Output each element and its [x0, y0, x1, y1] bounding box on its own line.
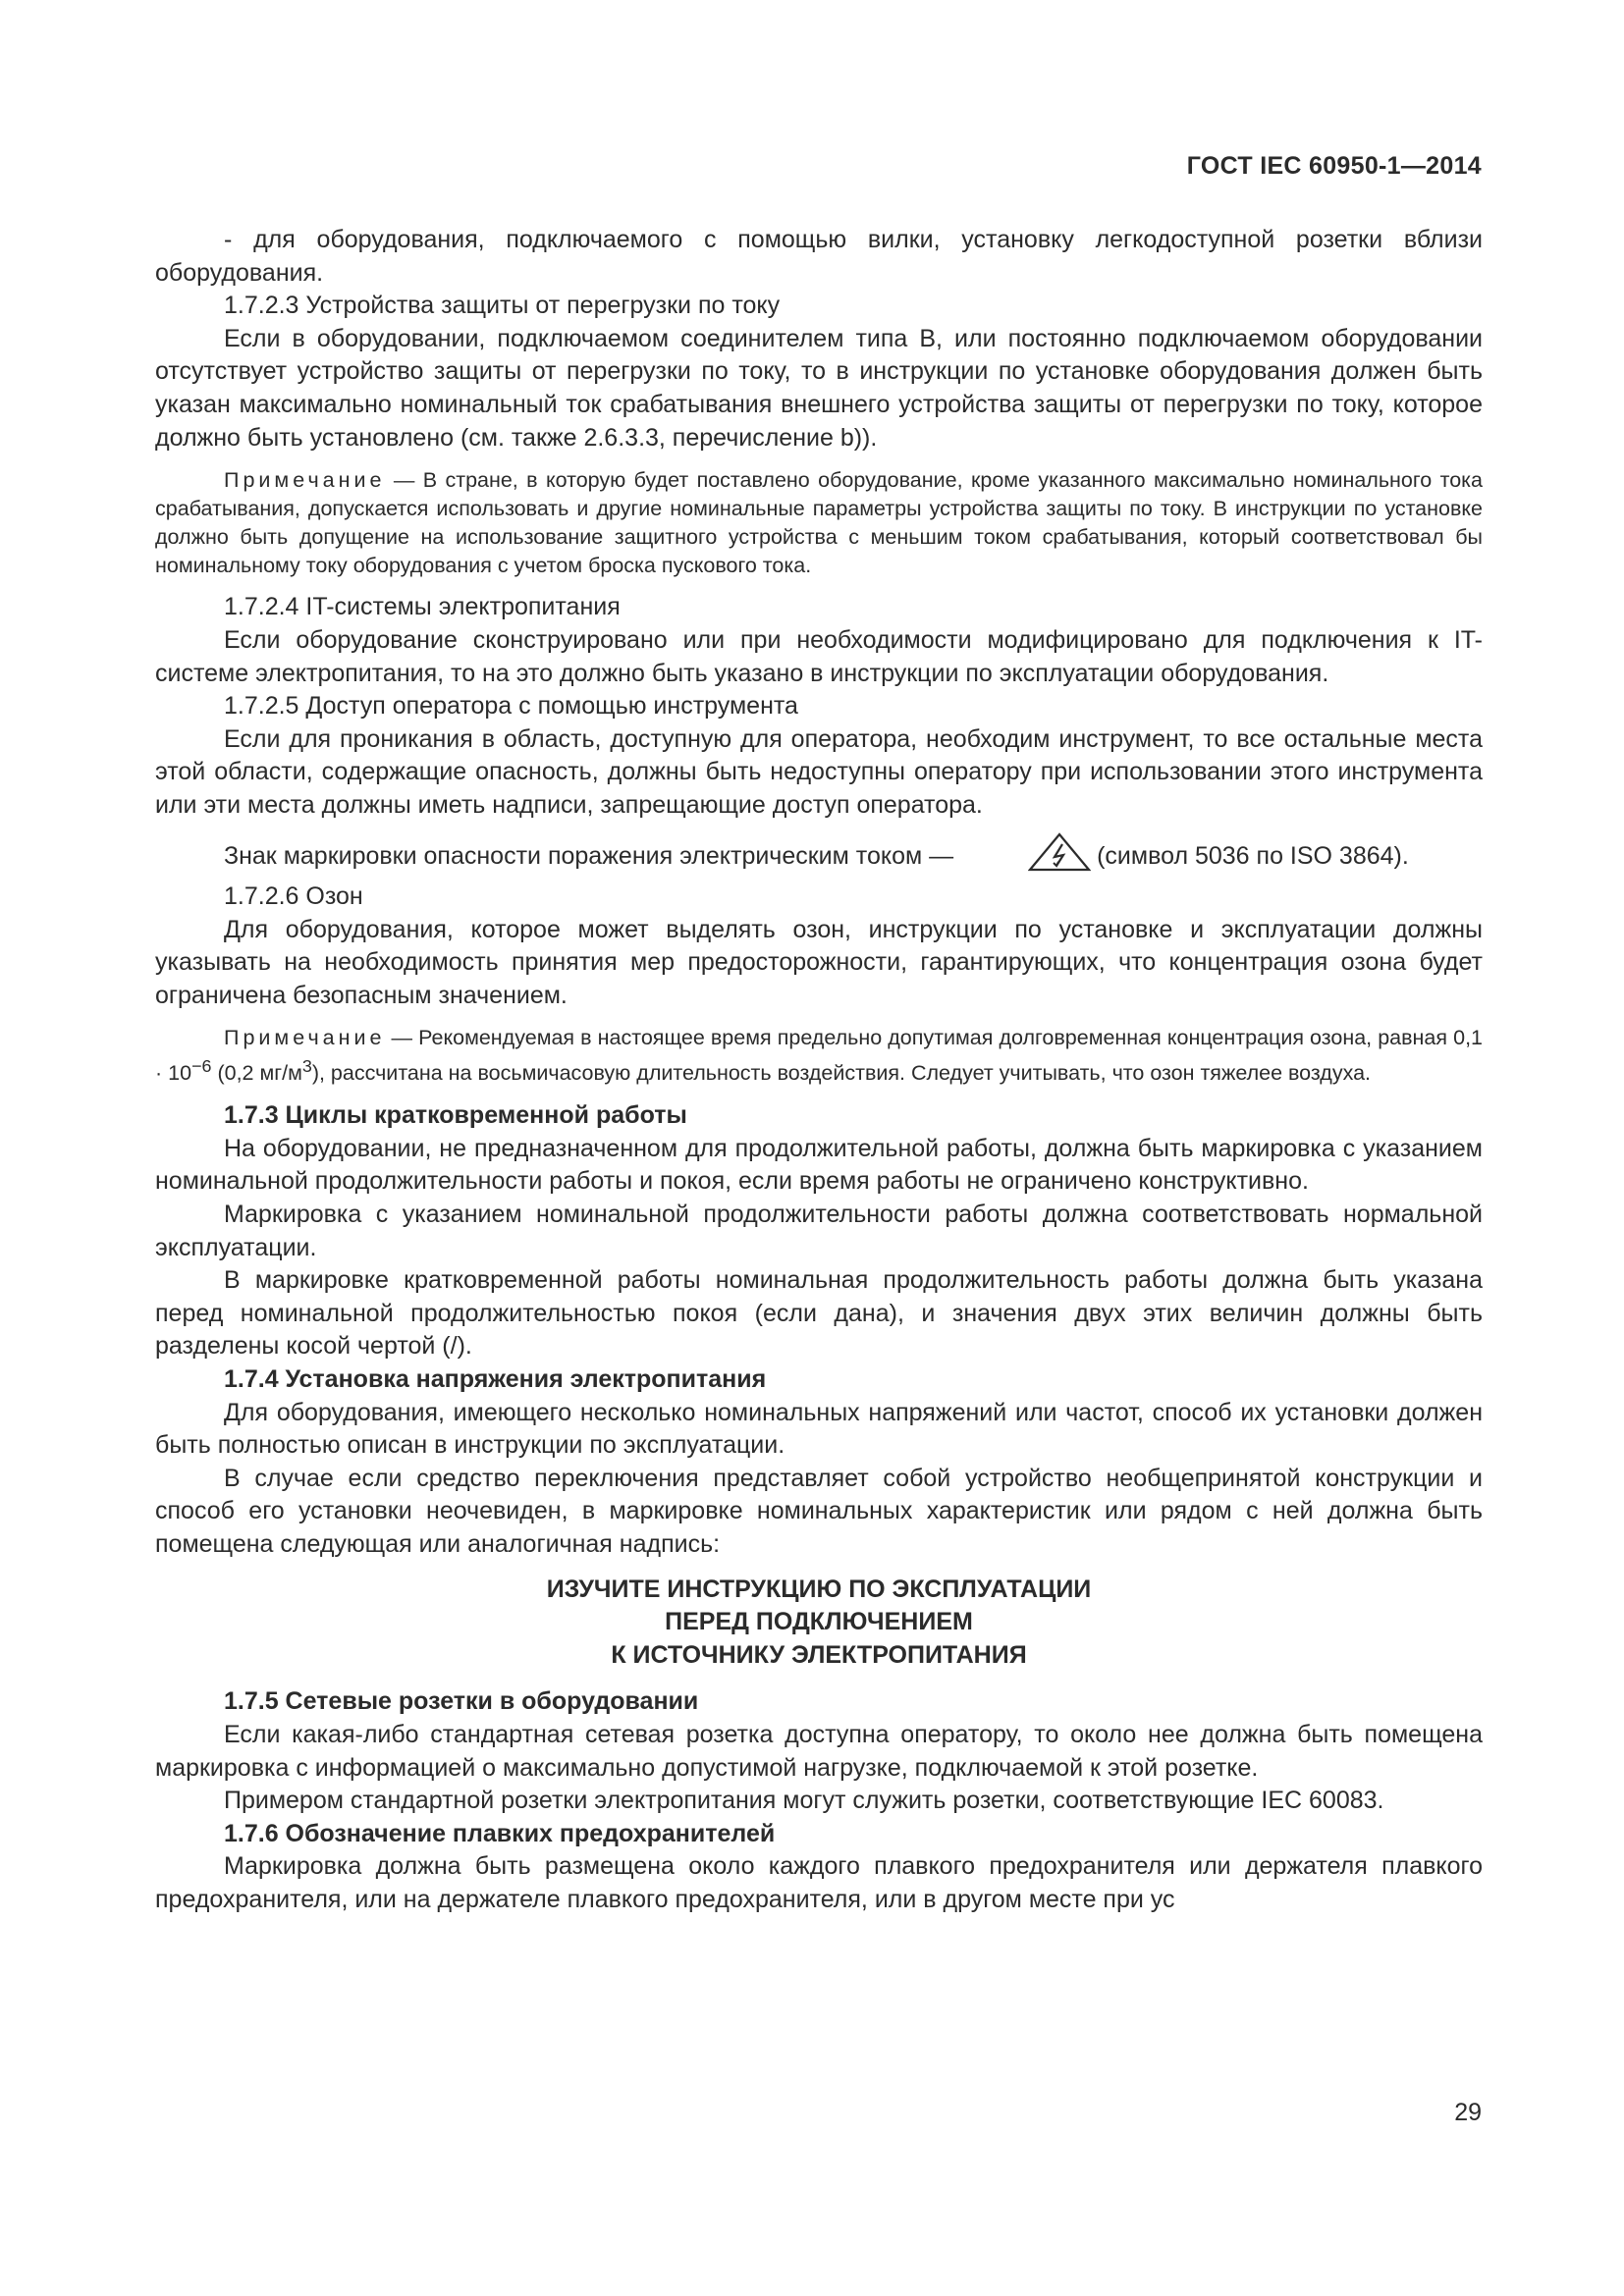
section-heading-1-7-4: 1.7.4 Установка напряжения электропитания [224, 1364, 767, 1393]
note-2 [155, 1024, 1483, 1088]
hazard-sign-line [155, 832, 1483, 881]
paragraph: В маркировке кратковременной работы номинальная продолжительность работы должна быть указана перед номинальной продолжительностью покоя (если дана), и значения двух этих величин должны быть разделены косой чертой (/). [155, 1266, 1483, 1361]
paragraph: Если оборудование сконструировано или при необходимости модифицировано для подключения к IT-системе электропитания, то на это должно быть указано в инструкции по эксплуатации оборудования. [155, 625, 1483, 687]
paragraph: Примером стандартной розетки электропитания могут служить розетки, соответствующие IEC 60083. [224, 1787, 1384, 1815]
paragraph: Для оборудования, которое может выделять озон, инструкции по установке и эксплуатации должны указывать на необходимость принятия мер предосторожности, гарантирующих, что концентрация озона будет ограничена безопасным значением. [155, 915, 1483, 1009]
paragraph: Если для проникания в область, доступную для оператора, необходим инструмент, то все остальные места этой области, содержащие опасность, должны быть недоступны оператору при использовании этого инструмента или эти места должны иметь надписи, запрещающие доступ оператора. [155, 724, 1483, 819]
paragraph: Если какая-либо стандартная сетевая розетка доступна оператору, то около нее должна быть помещена маркировка с информацией о максимально допустимой нагрузке, подключаемой к этой розетке. [155, 1720, 1483, 1782]
section-heading-1-7-3: 1.7.3 Циклы кратковременной работы [224, 1101, 687, 1130]
section-heading-1-7-2-5: 1.7.2.5 Доступ оператора с помощью инструмента [224, 692, 798, 721]
section-heading-1-7-2-3: 1.7.2.3 Устройства защиты от перегрузки по току [224, 292, 781, 320]
paragraph: - для оборудования, подключаемого с помощью вилки, установку легкодоступной розетки вблизи оборудования. [155, 226, 1483, 287]
document-body [155, 224, 1483, 1916]
note-text: ), рассчитана на восьмичасовую длительность воздействия. Следует учитывать, что озон тяжелее воздуха. [311, 1061, 1372, 1086]
paragraph: Если в оборудовании, подключаемом соединителем типа В, или постоянно подключаемом оборудовании отсутствует устройство защиты от перегрузки по току, то в инструкции по установке оборудования должен быть указан максимально номинальный ток срабатывания внешнего устройства защиты от перегрузки по току, которое должно быть установлено (см. также 2.6.3.3, перечисление b)). [155, 324, 1483, 452]
warning-line: ПЕРЕД ПОДКЛЮЧЕНИЕМ [665, 1608, 973, 1636]
section-heading-1-7-5: 1.7.5 Сетевые розетки в оборудовании [224, 1687, 699, 1716]
paragraph: Маркировка должна быть размещена около каждого плавкого предохранителя или держателя плавкого предохранителя, или на держателе плавкого предохранителя, или в другом месте при ус [155, 1852, 1483, 1913]
sign-text-before: Знак маркировки опасности поражения электрическим током — [224, 841, 954, 870]
note-text: — В стране, в которую будет поставлено оборудование, кроме указанного максимально номинального тока срабатывания, допускается использовать и другие номинальные параметры устройства защиты по току. В инструкции по установке должно быть допущение на использование защитного устройства с меньшим током срабатывания, который соответствовал бы номинальному току оборудования с учетом броска пускового тока. [155, 468, 1483, 577]
note-superscript: 3 [301, 1056, 312, 1077]
note-text: (0,2 мг/м [211, 1061, 302, 1086]
note-text: — Рекомендуемая в настоящее время предельно допутимая долговременная концентрация озона, равная 0,1 · 10 [155, 1026, 1483, 1086]
page-number: 29 [1454, 2099, 1482, 2126]
section-heading-1-7-6: 1.7.6 Обозначение плавких предохранителей [224, 1819, 776, 1847]
section-heading-1-7-2-4: 1.7.2.4 IT-системы электропитания [224, 593, 621, 621]
sign-text-after: (символ 5036 по ISO 3864). [1097, 841, 1409, 870]
warning-line: ИЗУЧИТЕ ИНСТРУКЦИЮ ПО ЭКСПЛУАТАЦИИ [546, 1575, 1092, 1603]
paragraph: Для оборудования, имеющего несколько номинальных напряжений или частот, способ их установки должен быть полностью описан в инструкции по эксплуатации. [155, 1398, 1483, 1460]
paragraph: Маркировка с указанием номинальной продолжительности работы должна соответствовать нормальной эксплуатации. [155, 1201, 1483, 1261]
section-heading-1-7-2-6: 1.7.2.6 Озон [224, 882, 363, 911]
warning-line: К ИСТОЧНИКУ ЭЛЕКТРОПИТАНИЯ [611, 1640, 1027, 1669]
paragraph: В случае если средство переключения представляет собой устройство необщепринятой конструкции и способ его установки неочевиден, в маркировке номинальных характеристик или рядом с ней должна быть помещена следующая или аналогичная надпись: [155, 1464, 1483, 1558]
paragraph: На оборудовании, не предназначенном для продолжительной работы, должна быть маркировка с указанием номинальной продолжительности работы и покоя, если время работы не ограничено конструктивно. [155, 1134, 1483, 1196]
warning-inscription [155, 1574, 1483, 1673]
high-voltage-warning-icon [959, 832, 1091, 881]
note-1 [155, 466, 1483, 579]
document-header: ГОСТ IEC 60950-1—2014 [1186, 152, 1482, 180]
note-label: Примечание [224, 468, 386, 493]
note-superscript: −6 [191, 1056, 212, 1077]
note-label: Примечание [224, 1026, 386, 1050]
